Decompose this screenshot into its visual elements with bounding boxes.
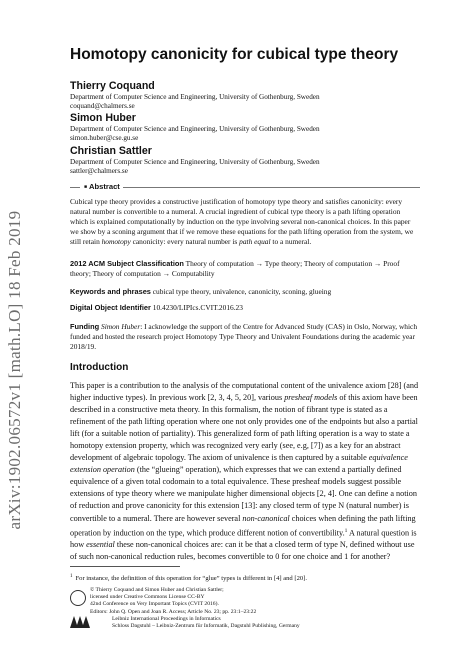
author-email[interactable]: sattler@chalmers.se [70,167,128,175]
author-affiliation: Department of Computer Science and Engineering, University of Gothenburg, Sweden [70,93,320,101]
doi [70,303,420,313]
body-text: (the “glueing” operation), which expresses that we can extend a partially defined equivalence of a given total codomain to a total equivalence. These presheaf models suggest possible extensions of type theory where we manipulate higher dimensional objects [2, 4]. One can define a notion of reduction and prove canonicity for this extension [13]: any closed term of type N (natural number) is convertible to a numeral. There are however several [70,465,417,523]
acm-label: 2012 ACM Subject Classification [70,259,184,268]
abstract-heading-rule [70,181,420,193]
funding-text: : I acknowledge the support of the Centre for Advanced Study (CAS) in Oslo, Norway, which funded and hosted the research project Homotopy Type Theory and Univalent Foundations during the academic year 2018/19. [70,322,418,351]
doi-label: Digital Object Identifier [70,303,151,312]
square-bullet-icon: ■ [84,184,88,190]
footnote-text: For instance, the definition of this operation for “glue” types is different in [4] and [20]. [75,575,308,583]
abstract-text-part: canonicity: every natural number is [130,237,240,246]
doi-link[interactable]: 10.4230/LIPIcs.CVIT.2016.23 [152,303,243,312]
funding [70,322,420,352]
footnote-mark: 1 [70,574,73,579]
author-name: Thierry Coquand [70,80,155,92]
copyright-line: © Thierry Coquand and Simon Huber and Christian Sattler; [90,587,224,593]
author-block [70,112,320,143]
body-text: A natural question is how [70,528,417,550]
footnote [70,572,420,583]
author-block [70,145,320,176]
abstract-text-part: to a numeral. [270,237,312,246]
body-text: of this axiom have been described in a constructive meta theory. In this formalism, the notion of fibrant type is stated as a refinement of the path lifting operation where one not only provides one of the endpoints but also a partial lift (for a suitable notion of partiality). This generalized form of path lifting operation is a way to state a homotopy extension property, which was recognized very early (see, e.g, [7]) as a key for an abstract development of algebraic topology. The axiom of univalence is then captured by a suitable [70,393,418,463]
author-email[interactable]: simon.huber@cse.gu.se [70,134,139,142]
introduction-body [70,380,420,563]
body-text: choices when defining the path lifting operation by induction on the type, which produce different notion of convertibility. [70,513,416,538]
conference-line: 42nd Conference on Very Important Topics (CVIT 2016). [90,601,219,608]
cc-license-icon [70,590,86,606]
author-block [70,80,320,111]
lipics-logo-icon [70,614,94,628]
body-emphasis: equivalence extension operation [70,453,408,475]
keywords-label: Keywords and phrases [70,287,151,296]
arxiv-id: arXiv:1902.06572v1 [math.LO] 18 Feb 2019 [5,210,24,530]
series-line: Leibniz International Proceedings in Informatics [112,615,221,622]
editors-line: Editors: John Q. Open and Joan R. Access; Article No. 23; pp. 23:1–23:22 [90,608,257,615]
author-affiliation: Department of Computer Science and Engineering, University of Gothenburg, Sweden [70,158,320,166]
footnote-ref[interactable]: 1 [344,527,348,534]
body-text: This paper is a contribution to the analysis of the computational content of the univalence axiom [28] (and higher inductive types). In previous work [2, 3, 4, 5, 20], various [70,381,419,403]
keywords-text: cubical type theory, univalence, canonicity, sconing, glueing [152,287,332,296]
abstract-heading-text: Abstract [89,182,120,191]
abstract-emphasis: path equal [239,237,271,246]
body-emphasis: non-canonical [242,513,290,523]
copyright-block [90,587,420,630]
author-affiliation: Department of Computer Science and Engineering, University of Gothenburg, Sweden [70,125,320,133]
license-line: licensed under Creative Commons License CC-BY [90,594,205,601]
funding-label: Funding [70,322,100,331]
abstract-emphasis: homotopy [101,237,131,246]
author-name: Simon Huber [70,112,136,124]
abstract-text [70,197,420,247]
body-emphasis: presheaf models [284,393,338,403]
keywords [70,287,420,297]
funding-name: Simon Huber [101,322,141,331]
abstract-text-part: Cubical type theory provides a constructive justification of homotopy type theory and satisfies canonicity: every natural number is convertible to a numeral. A crucial ingredient of cubical type theory is a path lifting operation which is explained computationally by induction on the type involving several non-canonical choices. In this paper we show by a sconing argument that if we remove these equations for the path lifting operation from the system, we still retain [70,197,414,246]
publisher-line: Schloss Dagstuhl – Leibniz-Zentrum für Informatik, Dagstuhl Publishing, Germany [112,623,300,630]
author-email[interactable]: coquand@chalmers.se [70,102,135,110]
arxiv-stamp [2,150,28,590]
acm-text: Theory of computation → Type theory; Theory of computation → Proof theory; Theory of computation → Computability [70,259,400,278]
footnote-rule [70,566,180,567]
body-text: these non-canonical choices are: can it be that a closed term of type N, defined without use of such non-canonical reduction rules, becomes convertible to 0 for one choice and 1 for another? [70,540,415,562]
body-emphasis: essential [86,540,115,550]
abstract-heading [80,181,123,193]
author-name: Christian Sattler [70,145,152,157]
acm-classification [70,259,420,279]
paper-title: Homotopy canonicity for cubical type theory [70,46,399,63]
section-heading-introduction: Introduction [70,362,129,373]
